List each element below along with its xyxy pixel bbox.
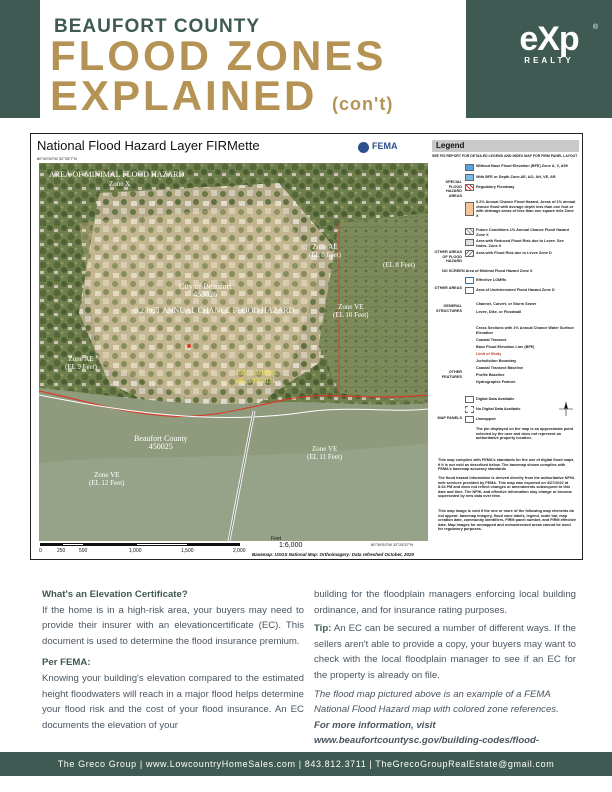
scale-tick-2000: 2,000 [233,548,246,554]
paragraph-knowing-elevation: Knowing your building's elevation compared to the estimated height floodwaters will reach in a major flood helps determine your flood risk and the cost of your flood insurance. An EC documents the elevation of your [42,672,304,731]
scale-tick-500: 500 [79,548,88,554]
legend-swatch-unmapped [465,416,474,423]
scale-seg-5 [188,543,240,546]
legend-section-other-areas: OTHER AREAS [434,286,462,290]
legend-item-floodway: Regulatory Floodway [476,185,515,189]
header-title-explained: EXPLAINED [50,72,318,119]
legend-item-coastal-baseline: Coastal Transect Baseline [476,366,524,370]
scale-bar [37,536,427,559]
coord-bottom-right: 80°39'53"W 32°25'37"N [371,542,414,547]
firmette-title: National Flood Hazard Layer FIRMette [37,138,260,153]
footer-contact-bar: The Greco Group | www.LowcountryHomeSales.com | 843.812.3711 | TheGrecoGroupRealEstate@gmail.com [0,752,612,776]
tip-label: Tip: [314,623,332,635]
map-label-ve11: Zone VE (EL 11 Feet) [307,445,343,461]
tip-text: An EC can be secured a number of different ways. If the sellers aren't able to provide a copy, your buyers may want to check with the local floodplain manager to see if an EC for the property is already on file. [314,623,576,681]
legend-item-0-2-pct: 0.2% Annual Chance Flood Hazard, Areas of 1% annual chance flood with average depth less than one foot or with drainage areas of less than one square mile Zone X [476,200,576,218]
legend-item-digital: Digital Data Available [476,397,515,401]
body-column-left [42,587,304,733]
legend-section-features: OTHER FEATURES [441,370,462,379]
legend-disclaimer-2: The flood hazard information is derived directly from the authoritative NFHL web services provided by FEMA. This map was exported on 4/27/2022 at 8:34 PM and does not reflect changes or amendments subsequent to this date and time. The NFHL and effective information may change or become superseded by new data over time. [438,476,575,499]
map-label-ae9: Zone AE (EL 9 Feet) [65,355,98,371]
legend-item-jurisdiction: Jurisdiction Boundary [476,359,517,363]
legend-swatch-ae [465,174,474,181]
legend-item-no-bfe: Without Base Flood Elevation (BFE) Zone A, V, A99 [476,164,568,168]
paragraph-map-example: The flood map pictured above is an example of a FEMA National Flood Hazard map with colored zone references. [314,688,559,716]
legend-swatch-digital [465,396,474,403]
legend-swatch-a [465,164,474,171]
legend-swatch-floodway [465,184,474,191]
map-label-county: Beaufort County 450025 [134,434,188,451]
legend-item-profile-baseline: Profile Baseline [476,373,505,377]
legend-item-undetermined: Area of Undetermined Flood Hazard Zone D [476,288,555,292]
logo-main: eXp [519,20,579,58]
header-left-band [0,0,40,118]
legend-subtitle: SEE FIS REPORT FOR DETAILED LEGEND AND INDEX MAP FOR FIRM PANEL LAYOUT [432,154,578,158]
map-label-panel: 45013C0166G eff. 3/23/2021 [235,369,277,385]
north-arrow-icon [559,402,573,416]
scale-seg-1 [40,543,62,546]
scale-seg-2 [62,543,84,546]
legend-section-other-hazard: OTHER AREAS OF FLOOD HAZARD [434,250,462,263]
header-continued: (con't) [332,94,394,114]
header-logo-panel [466,0,612,118]
legend-disclaimer-3: This map image is void if the one or more of the following map elements do not appear: basemap imagery, flood zone labels, legend, scale bar, map creation date, community identifiers, FIRM panel number, and FIRM effective date. Map images for unmapped and unmodernized areas cannot be used for regulatory purposes. [438,509,576,532]
legend-swatch-no-digital [465,406,474,413]
legend-swatch-0-2 [465,202,474,216]
heading-elevation-certificate: What's an Elevation Certificate? [42,589,188,600]
legend-title: Legend [432,140,579,152]
fema-wordmark: FEMA [372,141,398,151]
map-label-city: City of Beaufort 450026 [179,282,232,299]
legend-section-panels: MAP PANELS [437,416,462,420]
logo-registered: ® [592,24,598,31]
legend-item-hydrographic: Hydrographic Feature [476,380,516,384]
legend-item-bfe-line: Base Flood Elevation Line (BFE) [476,345,535,349]
map-legend [432,140,579,540]
legend-swatch-levee-reduced [465,239,474,246]
legend-item-no-digital: No Digital Data Available [476,407,521,411]
header-title-line1: FLOOD ZONES [50,32,387,79]
legend-item-cross-sections: Cross Sections with 1% Annual Chance Water Surface Elevation [476,326,574,335]
legend-swatch-lomr [465,277,474,284]
legend-swatch-levee-risk [465,250,474,257]
map-label-ve12: Zone VE (EL 12 Feet) [89,471,125,487]
legend-item-bfe: With BFE or Depth Zone AE, AO, AH, VE, AR [476,175,556,179]
exp-realty-logo [504,20,598,65]
paragraph-floodplain-managers: building for the floodplain managers enforcing local building ordinance, and for insurance rating purposes. [314,589,576,616]
legend-section-structures: GENERAL STRUCTURES [436,304,462,313]
heading-per-fema: Per FEMA: [42,657,91,669]
fema-seal-icon [358,142,369,153]
legend-pin-note: The pin displayed on the map is an approximate point selected by the user and does not represent an authoritative property location. [476,427,574,440]
paragraph-tip [314,621,576,683]
map-label-zone-x: Zone X [109,180,131,188]
scale-tick-0: 0 [39,548,42,554]
scale-tick-1500: 1,500 [181,548,194,554]
legend-item-levee: Levee, Dike, or Floodwall [476,310,522,314]
scale-tick-250: 250 [57,548,66,554]
paragraph-high-risk: If the home is in a high-risk area, your buyers may need to provide their insurer with an elevationcertificate (EC). This document is used to determine the flood insurance premium. [42,604,304,647]
legend-item-levee-risk: Area with Flood Risk due to Levee Zone D [476,251,552,255]
flood-map[interactable] [39,163,428,541]
legend-item-unmapped: Unmapped [476,417,496,421]
body-column-right [314,587,576,765]
map-label-0-2-pct: 0.2 PCT ANNUAL CHANCE FLOOD HAZARD [134,306,295,315]
legend-item-lomr: Effective LOMRs [476,278,507,282]
coord-top-left: 80°40'30"W 32°26'7"N [37,156,77,161]
map-label-ae8-right: (EL 8 Feet) [383,261,416,269]
map-label-ve10: Zone VE (EL 10 Feet) [333,303,369,319]
legend-item-coastal-transect: Coastal Transect [476,338,507,342]
legend-item-future: Future Conditions 1% Annual Chance Flood Hazard Zone X [476,228,569,237]
header-county: BEAUFORT COUNTY [54,16,261,37]
map-label-ae8: Zone AE (EL 8 Feet) [309,243,342,259]
basemap-credit: Basemap: USGS National Map: Orthoimagery: Data refreshed October, 2020 [252,552,415,557]
legend-section-sfha: SPECIAL FLOOD HAZARD AREAS [445,180,462,198]
legend-item-channel: Channel, Culvert, or Storm Sewer [476,302,537,306]
legend-swatch-future [465,228,474,235]
legend-item-levee-reduced: Area with Reduced Flood Risk due to Levee. See Notes. Zone X [476,239,564,248]
firmette-panel [30,133,583,560]
legend-item-minimal: NO SCREEN Area of Minimal Flood Hazard Zone X [442,269,533,273]
logo-sub: REALTY [524,56,574,65]
link-more-info[interactable]: For more information, visit www.beaufortcountysc.gov/building-codes/flood- [314,719,540,747]
scale-seg-4 [136,543,188,546]
scale-seg-3 [84,543,136,546]
legend-disclaimer-1: This map complies with FEMA's standards for the use of digital flood maps if it is not void as described below. The basemap shown complies with FEMA's basemap accuracy standards [438,458,574,472]
scale-ratio: 1:6,000 [279,542,303,549]
map-label-minimal-hazard: AREA OF MINIMAL FLOOD HAZARD [49,170,185,179]
header-title-line2 [50,72,394,124]
legend-item-limit-study: Limit of Study [476,352,502,356]
scale-tick-1000: 1,000 [129,548,142,554]
scale-unit: Feet [271,536,282,542]
legend-swatch-undetermined [465,287,474,294]
